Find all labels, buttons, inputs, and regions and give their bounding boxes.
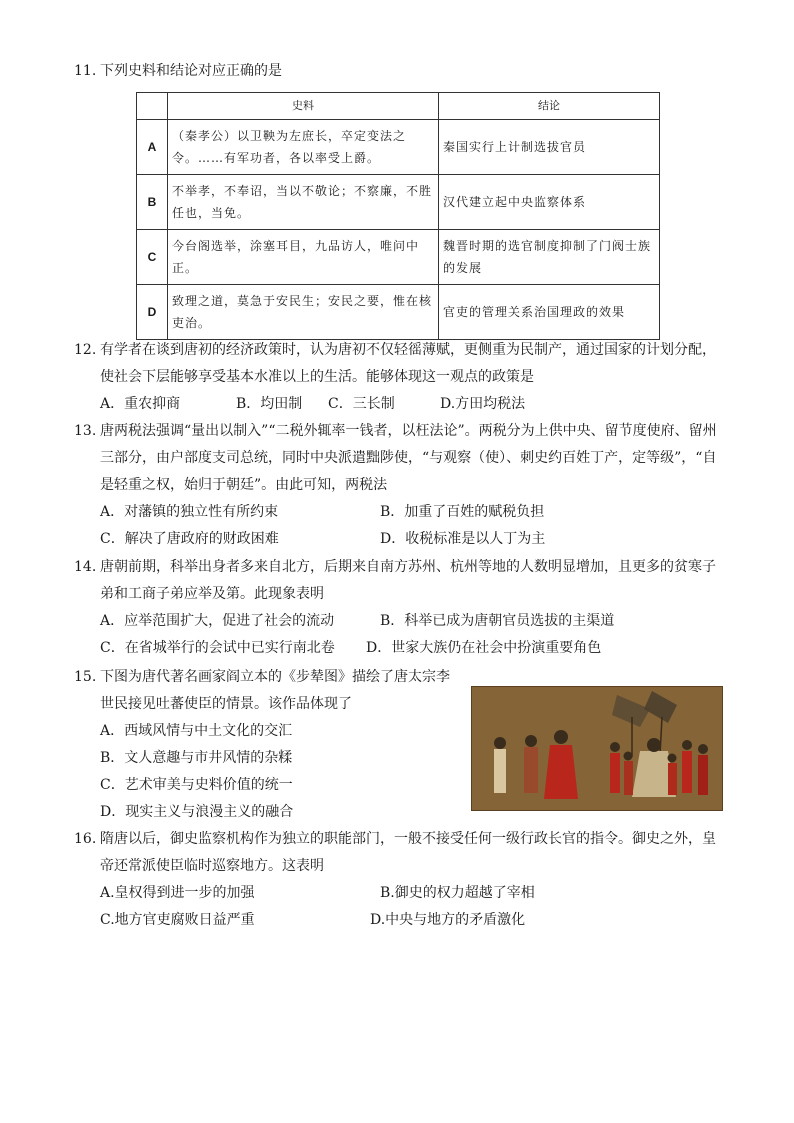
question-number: 12. (74, 342, 97, 358)
row-source: 今台阁选举，涂塞耳目，九品访人，唯问中正。 (168, 230, 439, 285)
option-a[interactable]: A．西域风情与中土文化的交汇 (100, 723, 293, 739)
option-b[interactable]: B．科举已成为唐朝官员选拔的主渠道 (380, 613, 615, 629)
table-row (137, 285, 660, 340)
option-b[interactable]: B．加重了百姓的赋税负担 (380, 504, 545, 520)
option-a[interactable]: A.皇权得到进一步的加强 (100, 885, 255, 901)
table-header-conclusion: 结论 (439, 93, 660, 120)
question-number: 11. (74, 63, 97, 79)
option-a[interactable]: A．重农抑商 (100, 396, 181, 412)
option-a[interactable]: A．对藩镇的独立性有所约束 (100, 504, 279, 520)
option-d[interactable]: D．收税标准是以人丁为主 (380, 531, 546, 547)
painting-image (471, 686, 723, 811)
question-stem-line2: 世民接见吐蕃使臣的情景。该作品体现了 (100, 696, 352, 712)
question-number: 13. (74, 423, 97, 439)
row-conclusion: 秦国实行上计制选拔官员 (439, 120, 660, 175)
table-header-source: 史料 (168, 93, 439, 120)
option-c[interactable]: C．艺术审美与史料价值的统一 (100, 777, 293, 793)
question-13 (74, 418, 724, 553)
row-label: C (137, 230, 168, 285)
option-b[interactable]: B．文人意趣与市井风情的杂糅 (100, 750, 293, 766)
table-row (137, 175, 660, 230)
question-stem: 唐两税法强调“量出以制入”“二税外辄率一钱者，以枉法论”。两税分为上供中央、留节度使府、留州三部分，由户部度支司总统，同时中央派遣黜陟使，“与观察（使）、刺史约百姓丁产，定等级”，“自是轻重之权，始归于朝廷”。由此可知，两税法 (100, 423, 717, 493)
table-header-blank (137, 93, 168, 120)
option-c[interactable]: C．在省城举行的会试中已实行南北卷 (100, 640, 335, 656)
question-stem: 唐朝前期，科举出身者多来自北方，后期来自南方苏州、杭州等地的人数明显增加，且更多的贫寒子弟和工商子弟应举及第。此现象表明 (100, 559, 716, 602)
table-row (137, 230, 660, 285)
question-14 (74, 554, 724, 662)
options-row (100, 907, 724, 934)
source-conclusion-table (136, 92, 660, 340)
question-16 (74, 826, 724, 934)
option-b[interactable]: B．均田制 (236, 396, 303, 412)
question-number: 14. (74, 559, 97, 575)
question-stem-line1: 下图为唐代著名画家阎立本的《步辇图》描绘了唐太宗李 (100, 669, 450, 685)
option-c[interactable]: C．解决了唐政府的财政困难 (100, 531, 279, 547)
option-d[interactable]: D.中央与地方的矛盾激化 (370, 912, 526, 928)
question-11 (74, 58, 724, 85)
option-d[interactable]: D．现实主义与浪漫主义的融合 (100, 804, 294, 820)
option-c[interactable]: C．三长制 (328, 396, 395, 412)
row-conclusion: 魏晋时期的选官制度抑制了门阀士族的发展 (439, 230, 660, 285)
row-source: 不举孝，不奉诏，当以不敬论；不察廉，不胜任也，当免。 (168, 175, 439, 230)
options-row (100, 635, 724, 662)
option-b[interactable]: B.御史的权力超越了宰相 (380, 885, 535, 901)
options-row (100, 526, 724, 553)
painting-illustration (472, 687, 722, 810)
question-15 (74, 664, 474, 826)
option-d[interactable]: D．世家大族仍在社会中扮演重要角色 (366, 640, 602, 656)
row-source: 致理之道，莫急于安民生；安民之要，惟在核吏治。 (168, 285, 439, 340)
option-a[interactable]: A．应举范围扩大，促进了社会的流动 (100, 613, 335, 629)
question-stem: 隋唐以后，御史监察机构作为独立的职能部门，一般不接受任何一级行政长官的指令。御史之外，皇帝还常派使臣临时巡察地方。这表明 (100, 831, 716, 874)
row-conclusion: 汉代建立起中央监察体系 (439, 175, 660, 230)
options-row (100, 880, 724, 907)
options-row (100, 499, 724, 526)
question-stem: 下列史料和结论对应正确的是 (100, 63, 282, 79)
question-number: 15. (74, 669, 97, 685)
options-row (100, 608, 724, 635)
row-source: （秦孝公）以卫鞅为左庶长，卒定变法之令。……有军功者，各以率受上爵。 (168, 120, 439, 175)
options-row (100, 391, 724, 418)
option-c[interactable]: C.地方官吏腐败日益严重 (100, 912, 255, 928)
table-row (137, 120, 660, 175)
row-conclusion: 官吏的管理关系治国理政的效果 (439, 285, 660, 340)
question-number: 16. (74, 831, 97, 847)
row-label: D (137, 285, 168, 340)
row-label: A (137, 120, 168, 175)
question-12 (74, 337, 724, 418)
table-header-row (137, 93, 660, 120)
question-stem: 有学者在谈到唐初的经济政策时，认为唐初不仅轻徭薄赋，更侧重为民制产，通过国家的计划分配，使社会下层能够享受基本水准以上的生活。能够体现这一观点的政策是 (100, 342, 716, 385)
row-label: B (137, 175, 168, 230)
option-d[interactable]: D.方田均税法 (440, 396, 526, 412)
